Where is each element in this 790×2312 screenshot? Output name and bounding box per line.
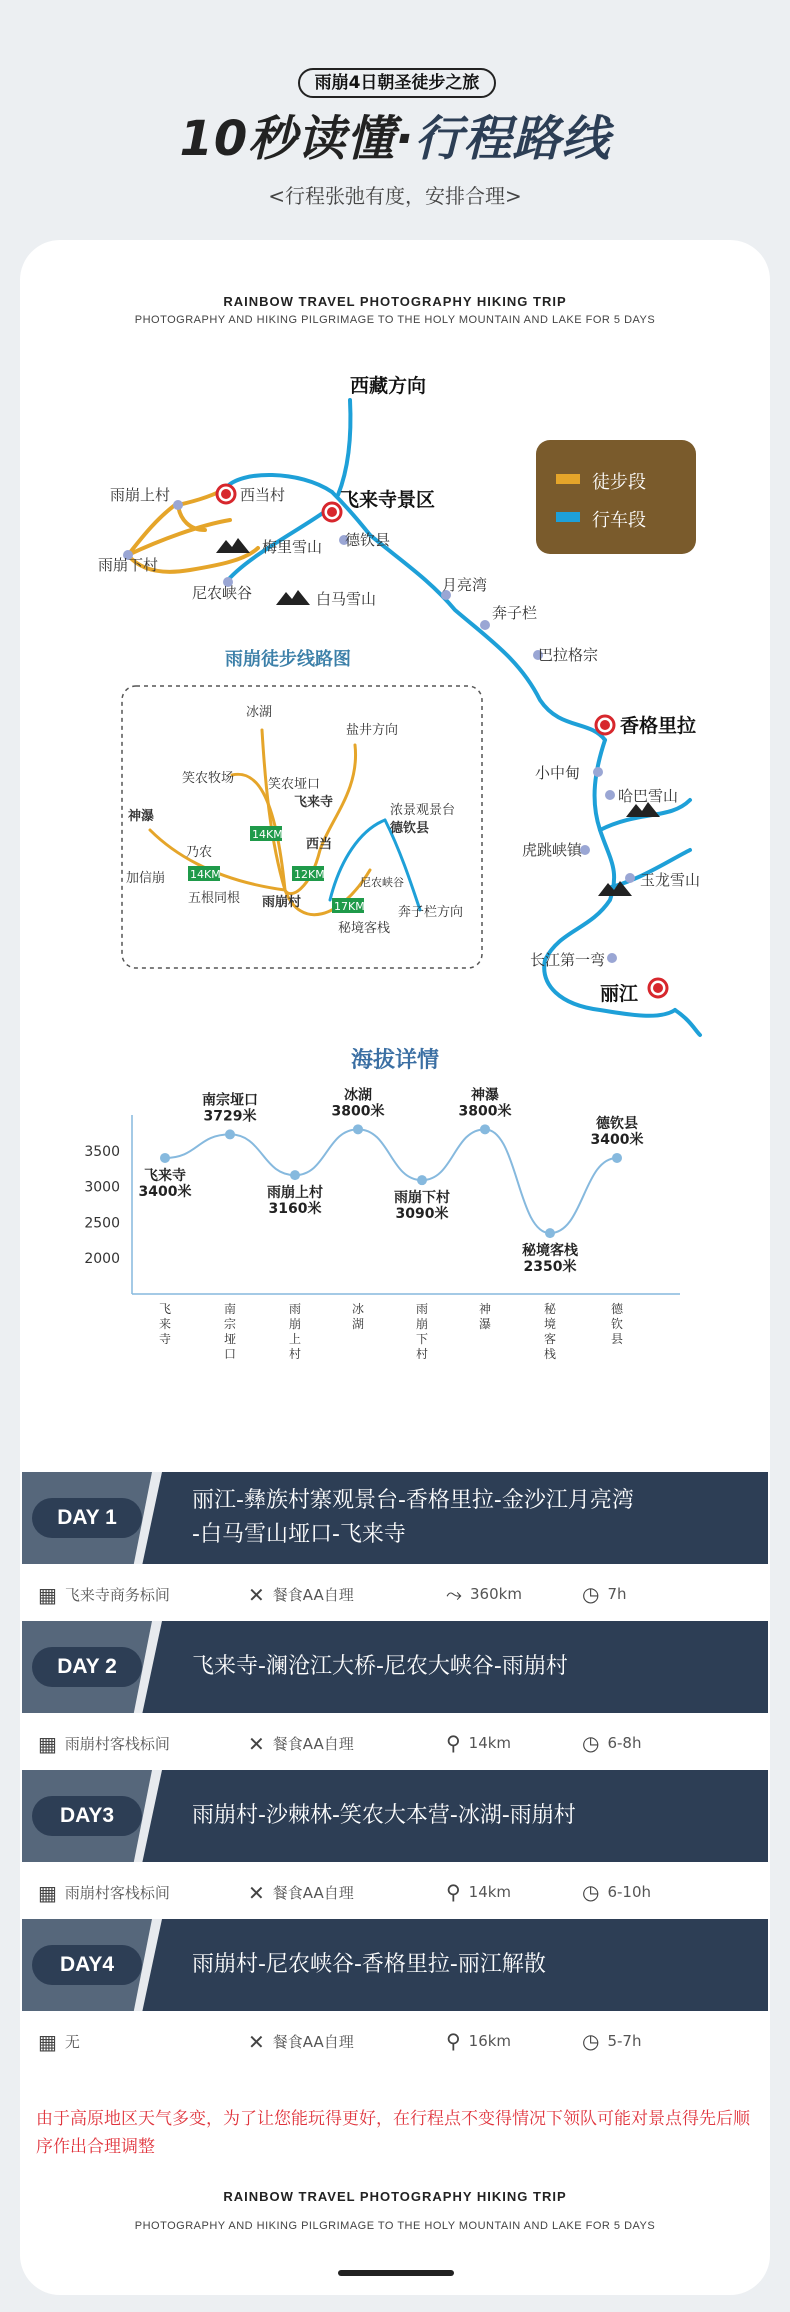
- label-dangxi: 西当村: [240, 486, 286, 504]
- point-name-label: 冰湖: [344, 1087, 372, 1104]
- duration-text: 5-7h: [607, 2032, 642, 2050]
- hotel-text: 飞来寺商务标间: [64, 1586, 170, 1604]
- label-tibet: 西藏方向: [350, 375, 427, 397]
- day-route-line2: -白马雪山垭口-飞来寺: [192, 1522, 406, 1547]
- home-indicator[interactable]: [338, 2270, 454, 2276]
- km-tag-3: 12KM: [294, 868, 325, 881]
- legend-drive: 行车段: [592, 510, 646, 531]
- hiker-icon: ⚲: [446, 2029, 461, 2053]
- building-icon: ▦: [38, 1880, 57, 1905]
- hiker-icon: ⚲: [446, 1731, 461, 1755]
- y-tick-label: 3500: [84, 1143, 120, 1160]
- day-route: [192, 1621, 748, 1713]
- altitude-line: [165, 1129, 617, 1233]
- day-route-line1: 雨崩村-尼农峡谷-香格里拉-丽江解散: [192, 1952, 546, 1977]
- inset-shenpu: 神瀑: [128, 809, 155, 824]
- point-altitude-label: 3800米: [331, 1103, 385, 1120]
- day-badge: DAY4: [32, 1945, 142, 1985]
- hotel-text: 无: [64, 2033, 80, 2051]
- day-route-line1: 丽江-彝族村寨观景台-香格里拉-金沙江月亮湾: [192, 1488, 634, 1513]
- inset-binghu: 冰湖: [246, 705, 273, 720]
- inset-nongjing: 浓景观景台: [390, 803, 456, 818]
- point-name-label: 雨崩上村: [267, 1185, 323, 1202]
- label-balagezong: 巴拉格宗: [538, 646, 599, 664]
- city-markers: [217, 485, 667, 997]
- point-altitude-label: 2350米: [523, 1259, 577, 1276]
- footer-english-title: RAINBOW TRAVEL PHOTOGRAPHY HIKING TRIP: [223, 2189, 567, 2204]
- altitude-point: [225, 1129, 235, 1139]
- distance-text: 360km: [470, 1585, 522, 1603]
- x-tick-label: 南宗垭口: [223, 1302, 237, 1361]
- x-tick-label: 神瀑: [478, 1302, 492, 1331]
- inset-deqin: 德钦县: [390, 821, 430, 836]
- altitude-point: [545, 1228, 555, 1238]
- x-tick-label: 雨崩上村: [288, 1302, 302, 1361]
- day-info-row: [22, 1569, 768, 1619]
- label-changjiang: 长江第一弯: [530, 951, 606, 969]
- building-icon: ▦: [38, 2029, 57, 2054]
- day-info-row: [22, 1867, 768, 1917]
- altitude-title: 海拔详情: [350, 1048, 439, 1073]
- y-tick-label: 2000: [84, 1251, 120, 1268]
- headline-strong: 行程路线: [414, 111, 611, 167]
- inset-wugen: 五根同根: [188, 891, 241, 906]
- inset-yubeng: 雨崩村: [262, 895, 302, 910]
- headline-prefix: 10秒读懂·: [179, 111, 415, 167]
- label-yulong: 玉龙雪山: [640, 871, 701, 889]
- km-tag-4: 17KM: [334, 900, 365, 913]
- point-altitude-label: 3729米: [203, 1108, 257, 1125]
- footer-english-subtitle: PHOTOGRAPHY AND HIKING PILGRIMAGE TO THE HOLY MOUNTAIN AND LAKE FOR 5 DAYS: [134, 2220, 656, 2232]
- label-deqin: 德钦县: [345, 531, 391, 549]
- day-info-row: [22, 2016, 768, 2066]
- point-name-label: 神瀑: [471, 1087, 499, 1104]
- route-map: [0, 0, 790, 1040]
- point-name-label: 飞来寺: [144, 1167, 186, 1184]
- day-route: [192, 1472, 748, 1564]
- clock-icon: ◷: [582, 1582, 600, 1606]
- map-legend: [536, 440, 696, 554]
- label-feilai: 飞来寺景区: [340, 489, 436, 511]
- y-tick-label: 3000: [84, 1179, 120, 1196]
- inset-xidang: 西当: [306, 837, 333, 852]
- meal-text: 餐食AA自理: [272, 1735, 354, 1753]
- point-altitude-label: 3400米: [138, 1183, 192, 1200]
- inset-jiaxinbeng: 加信崩: [126, 871, 166, 886]
- trip-name-pill: 雨崩4日朝圣徒步之旅: [298, 68, 496, 98]
- x-tick-label: 德钦县: [610, 1302, 624, 1346]
- route-icon: ⤳: [446, 1582, 462, 1606]
- altitude-point: [612, 1153, 622, 1163]
- utensils-icon: ✕: [248, 2029, 265, 2054]
- day-badge: DAY 1: [32, 1498, 142, 1538]
- day-route: [192, 1919, 748, 2011]
- duration-text: 6-10h: [607, 1883, 652, 1901]
- point-altitude-label: 3400米: [590, 1131, 644, 1148]
- inset-feilaisi: 飞来寺: [294, 795, 334, 810]
- point-name-label: 秘境客栈: [522, 1243, 578, 1260]
- altitude-point: [160, 1153, 170, 1163]
- card-english-subtitle: PHOTOGRAPHY AND HIKING PILGRIMAGE TO THE HOLY MOUNTAIN AND LAKE FOR 5 DAYS: [134, 314, 656, 326]
- label-xiaozhongdian: 小中甸: [535, 764, 581, 782]
- inset-benzilan: 奔子栏方向: [398, 905, 464, 920]
- building-icon: ▦: [38, 1731, 57, 1756]
- inset-nainong: 乃农: [186, 845, 213, 860]
- disclaimer-note: 由于高原地区天气多变，为了让您能玩得更好，在行程点不变得情况下领队可能对景点得先后顺序作出合理调整: [36, 2109, 750, 2157]
- day-badge: DAY 2: [32, 1647, 142, 1687]
- duration-text: 6-8h: [607, 1734, 642, 1752]
- day-header: [22, 1472, 768, 1564]
- altitude-chart: [0, 1075, 790, 1375]
- label-yueliang: 月亮湾: [442, 576, 488, 594]
- day-badge: DAY3: [32, 1796, 142, 1836]
- clock-icon: ◷: [582, 2029, 600, 2053]
- clock-icon: ◷: [582, 1880, 600, 1904]
- day-route-line1: 飞来寺-澜沧江大桥-尼农大峡谷-雨崩村: [192, 1654, 568, 1679]
- inset-ninong: 尼农峡谷: [360, 876, 404, 889]
- page-subtitle: <行程张弛有度，安排合理>: [268, 184, 522, 208]
- legend-hike: 徒步段: [592, 472, 646, 493]
- point-name-label: 雨崩下村: [394, 1190, 450, 1207]
- distance-text: 14km: [468, 1734, 512, 1752]
- x-tick-label: 冰湖: [351, 1302, 365, 1331]
- hiker-icon: ⚲: [446, 1880, 461, 1904]
- label-lijiang: 丽江: [600, 983, 639, 1005]
- utensils-icon: ✕: [248, 1582, 265, 1607]
- altitude-point: [353, 1124, 363, 1134]
- inset-title: 雨崩徒步线路图: [225, 649, 351, 670]
- day-route: [192, 1770, 748, 1862]
- clock-icon: ◷: [582, 1731, 600, 1755]
- inset-xiaonong-pass: 笑农垭口: [268, 777, 321, 792]
- meal-text: 餐食AA自理: [272, 2033, 354, 2051]
- hotel-text: 雨崩村客栈标间: [64, 1735, 170, 1753]
- inset-mijing: 秘境客栈: [338, 921, 391, 936]
- x-tick-label: 秘境客栈: [543, 1302, 557, 1361]
- label-meili: 梅里雪山: [262, 538, 323, 556]
- label-ninong: 尼农峡谷: [192, 584, 253, 602]
- distance-text: 16km: [468, 2032, 512, 2050]
- day-info-row: [22, 1718, 768, 1768]
- day-header: [22, 1919, 768, 2011]
- label-yubeng-up: 雨崩上村: [110, 486, 171, 504]
- duration-text: 7h: [607, 1585, 627, 1603]
- x-tick-label: 雨崩下村: [415, 1302, 429, 1361]
- label-yubeng-down: 雨崩下村: [98, 556, 159, 574]
- inset-yanjing: 盐井方向: [346, 723, 399, 738]
- label-baima: 白马雪山: [316, 590, 377, 608]
- day-header: [22, 1621, 768, 1713]
- meal-text: 餐食AA自理: [272, 1586, 354, 1604]
- y-tick-label: 2500: [84, 1215, 120, 1232]
- x-tick-label: 飞来寺: [158, 1302, 172, 1346]
- day-header: [22, 1770, 768, 1862]
- km-tag-2: 14KM: [190, 868, 221, 881]
- point-altitude-label: 3160米: [268, 1201, 322, 1218]
- card-english-title: RAINBOW TRAVEL PHOTOGRAPHY HIKING TRIP: [223, 294, 567, 309]
- utensils-icon: ✕: [248, 1731, 265, 1756]
- point-altitude-label: 3090米: [395, 1206, 449, 1223]
- meal-text: 餐食AA自理: [272, 1884, 354, 1902]
- building-icon: ▦: [38, 1582, 57, 1607]
- day-route-line1: 雨崩村-沙棘林-笑农大本营-冰湖-雨崩村: [192, 1803, 576, 1828]
- label-hutiao: 虎跳峡镇: [522, 841, 583, 859]
- label-benzilan: 奔子栏: [492, 604, 538, 622]
- altitude-point: [480, 1124, 490, 1134]
- km-tag-1: 14KM: [252, 828, 283, 841]
- altitude-point: [417, 1175, 427, 1185]
- altitude-point: [290, 1170, 300, 1180]
- label-haba: 哈巴雪山: [618, 787, 679, 805]
- label-shangri: 香格里拉: [620, 715, 697, 737]
- point-altitude-label: 3800米: [458, 1103, 512, 1120]
- hotel-text: 雨崩村客栈标间: [64, 1884, 170, 1902]
- point-name-label: 南宗垭口: [202, 1092, 258, 1109]
- utensils-icon: ✕: [248, 1880, 265, 1905]
- point-name-label: 德钦县: [596, 1115, 638, 1132]
- inset-xiaonong: 笑农牧场: [182, 771, 235, 786]
- distance-text: 14km: [468, 1883, 512, 1901]
